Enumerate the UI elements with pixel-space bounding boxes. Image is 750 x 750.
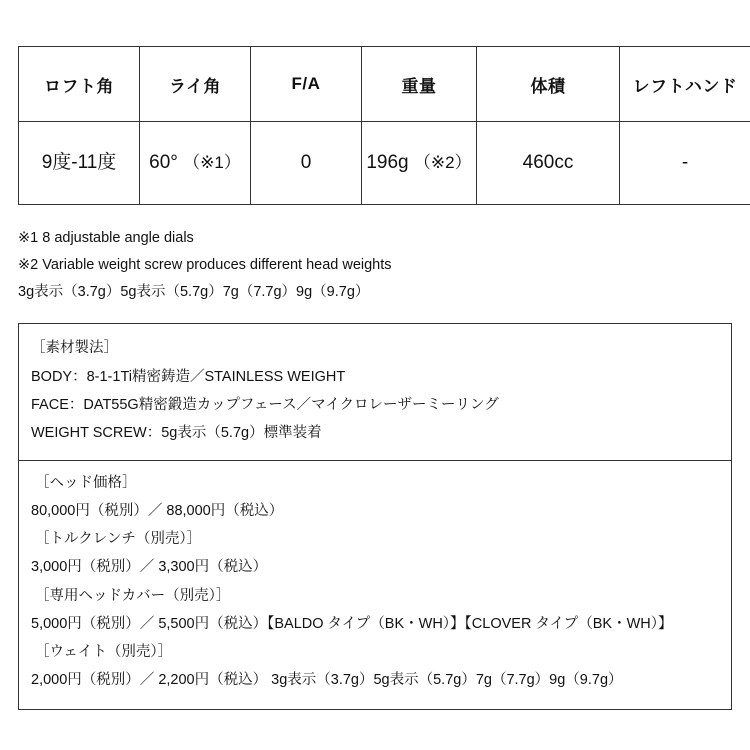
cell-loft: 9度-11度 xyxy=(19,122,140,205)
weight-option-label: ［ウェイト（別売）］ xyxy=(35,644,173,661)
spec-table-row xyxy=(19,122,750,205)
weight-option-value: 2,000円（税別）／ 2,200円（税込） 3g表示（3.7g）5g表示（5.7g）7g（7.7g）9g（9.7g） xyxy=(31,672,623,689)
torque-wrench-label: ［トルクレンチ（別売）］ xyxy=(35,531,202,548)
spec-table-header-row xyxy=(19,47,750,122)
footnote-3: 3g表示（3.7g）5g表示（5.7g）7g（7.7g）9g（9.7g） xyxy=(18,283,370,300)
head-price-label: ［ヘッド価格］ xyxy=(35,474,137,491)
cell-lie-value: 60° xyxy=(149,152,178,174)
material-body-line: BODY：8-1-1Ti精密鋳造／STAINLESS WEIGHT xyxy=(31,368,346,385)
header-loft: ロフト角 xyxy=(19,47,140,122)
material-heading: ［素材製法］ xyxy=(31,340,118,357)
header-lie: ライ角 xyxy=(140,47,251,122)
material-box xyxy=(18,323,732,459)
cell-weight-value: 196g xyxy=(366,152,409,174)
price-box xyxy=(18,460,732,710)
footnote-2: ※2 Variable weight screw produces different head weights xyxy=(18,256,392,273)
header-volume: 体積 xyxy=(477,47,620,122)
footnotes xyxy=(18,225,732,305)
spec-table xyxy=(18,46,750,205)
header-fa: F/A xyxy=(251,47,362,122)
material-face-line: FACE：DAT55G精密鍛造カップフェース／マイクロレーザーミーリング xyxy=(31,396,499,413)
cell-weight xyxy=(362,122,477,205)
cell-lie xyxy=(140,122,251,205)
head-cover-label: ［専用ヘッドカバー（別売）］ xyxy=(35,587,231,604)
cell-left-hand: - xyxy=(620,122,750,205)
head-price-value: 80,000円（税別）／ 88,000円（税込） xyxy=(31,502,284,519)
head-cover-value: 5,000円（税別）／ 5,500円（税込）【BALDO タイプ（BK・WH）】【CLOVER タイプ（BK・WH）】 xyxy=(31,615,673,632)
cell-volume: 460cc xyxy=(477,122,620,205)
header-left-hand: レフトハンド xyxy=(620,47,750,122)
cell-lie-note: （※1） xyxy=(183,153,241,173)
header-weight: 重量 xyxy=(362,47,477,122)
cell-weight-note: （※2） xyxy=(413,153,472,173)
footnote-1: ※1 8 adjustable angle dials xyxy=(18,230,194,246)
material-weight-screw-line: WEIGHT SCREW：5g表示（5.7g）標準装着 xyxy=(31,425,322,442)
torque-wrench-value: 3,000円（税別）／ 3,300円（税込） xyxy=(31,559,268,576)
cell-fa: 0 xyxy=(251,122,362,205)
